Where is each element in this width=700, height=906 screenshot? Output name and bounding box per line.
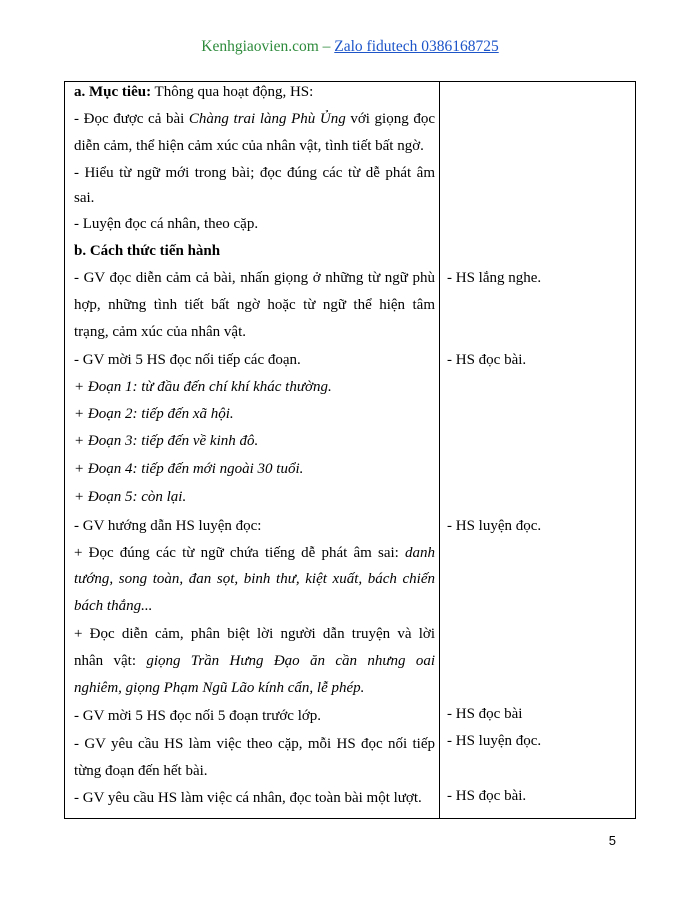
step-5-line-2: từng đoạn đến hết bài. [74, 763, 208, 779]
goal-1-line-1: - Đọc được cả bài Chàng trai làng Phù Ủng với giọng đọc [74, 111, 435, 127]
page-number: 5 [608, 833, 616, 848]
step-3b-line-2: nhân vật: giọng Trần Hưng Đạo ăn cần nhưng oai [74, 653, 435, 669]
goal-2-line-2: sai. [74, 190, 95, 206]
step-1-line-1: - GV đọc diễn cảm cả bài, nhấn giọng ở những từ ngữ phù [74, 270, 435, 286]
step-3: - GV hướng dẫn HS luyện đọc: [74, 518, 262, 534]
response-2: - HS đọc bài. [447, 352, 527, 368]
paragraph-2: + Đoạn 2: tiếp đến xã hội. [74, 406, 234, 422]
paragraph-4: + Đoạn 4: tiếp đến mới ngoài 30 tuổi. [74, 461, 304, 477]
goal-2-line-1: - Hiểu từ ngữ mới trong bài; đọc đúng các từ dễ phát âm [74, 165, 435, 181]
site-name: Kenhgiaovien.com [201, 38, 319, 55]
step-3a-line-3: bách thắng... [74, 598, 153, 614]
step-1-line-2: hợp, những tình tiết bất ngờ hoặc từ ngữ thể hiện tâm [74, 297, 435, 313]
paragraph-3: + Đoạn 3: tiếp đến về kinh đô. [74, 433, 259, 449]
response-5: - HS luyện đọc. [447, 733, 542, 749]
response-1: - HS lắng nghe. [447, 270, 542, 286]
response-6: - HS đọc bài. [447, 788, 527, 804]
goal-3: - Luyện đọc cá nhân, theo cặp. [74, 216, 259, 232]
step-3a-line-1: + Đọc đúng các từ ngữ chứa tiếng dễ phát âm sai: danh [74, 545, 435, 561]
goal-1-line-2: diễn cảm, thể hiện cảm xúc của nhân vật, tình tiết bất ngờ. [74, 138, 424, 154]
method-heading: b. Cách thức tiến hành [74, 243, 221, 259]
response-4: - HS đọc bài [447, 706, 523, 722]
story-title: Chàng trai làng Phù Ủng [188, 111, 346, 127]
step-4: - GV mời 5 HS đọc nối 5 đoạn trước lớp. [74, 708, 322, 724]
step-1-line-3: trạng, cảm xúc của nhân vật. [74, 324, 247, 340]
step-3b-line-1: + Đọc diễn cảm, phân biệt lời người dẫn truyện và lời [74, 626, 435, 642]
page-header [0, 38, 700, 56]
goal-heading [74, 84, 313, 101]
step-2: - GV mời 5 HS đọc nối tiếp các đoạn. [74, 352, 301, 368]
column-divider [439, 81, 440, 819]
response-3: - HS luyện đọc. [447, 518, 542, 534]
paragraph-5: + Đoạn 5: còn lại. [74, 489, 187, 505]
header-separator: – [318, 38, 335, 55]
contact-link[interactable]: Zalo fidutech 0386168725 [334, 38, 499, 55]
step-3b-line-3: nghiêm, giọng Phạm Ngũ Lão kính cẩn, lễ phép. [74, 680, 365, 696]
step-6: - GV yêu cầu HS làm việc cá nhân, đọc toàn bài một lượt. [74, 790, 422, 806]
step-3a-line-2: tướng, song toàn, đan sọt, binh thư, kiệt xuất, bách chiến [74, 571, 435, 587]
paragraph-1: + Đoạn 1: từ đầu đến chí khí khác thường. [74, 379, 332, 395]
goal-label: a. Mục tiêu: [74, 84, 152, 100]
goal-intro: Thông qua hoạt động, HS: [151, 84, 314, 100]
step-5-line-1: - GV yêu cầu HS làm việc theo cặp, mỗi HS đọc nối tiếp [74, 736, 435, 752]
